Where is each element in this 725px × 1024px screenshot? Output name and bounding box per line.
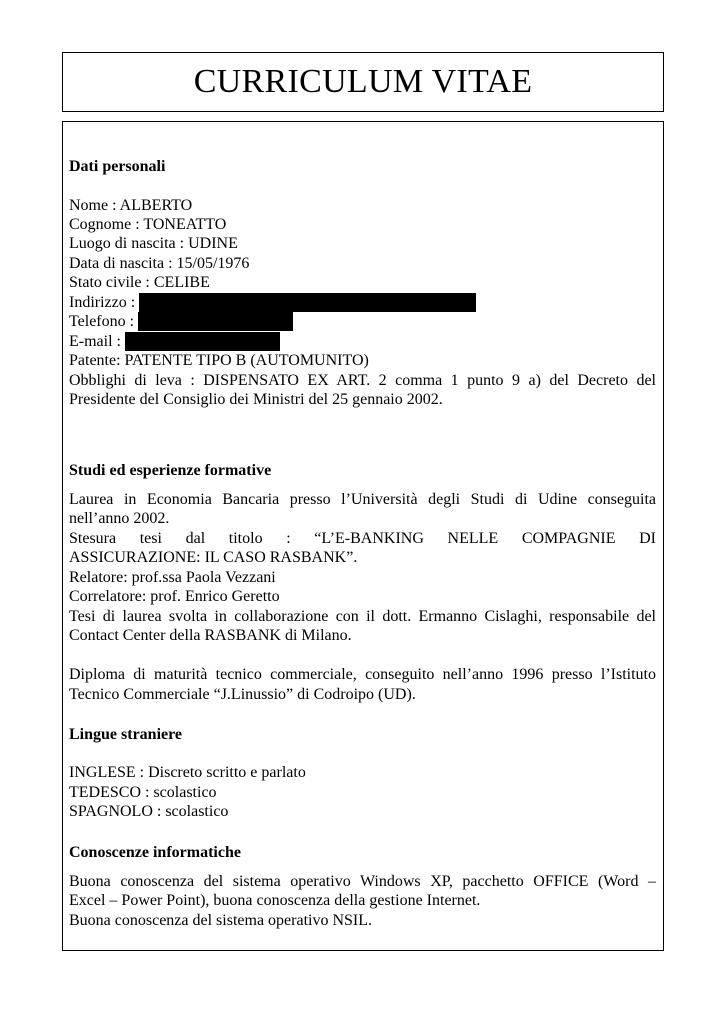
computer-line-1: Buona conoscenza del sistema operativo Windows XP, pacchetto OFFICE (Word –	[69, 873, 656, 890]
section-heading-languages: Lingue straniere	[69, 726, 183, 743]
field-leva-line-2: Presidente del Consiglio dei Ministri del 25 gennaio 2002.	[69, 391, 443, 408]
field-telefono-label: Telefono :	[69, 313, 139, 330]
computer-line-3: Buona conoscenza del sistema operativo NSIL.	[69, 912, 373, 929]
studies-relatore: Relatore: prof.ssa Paola Vezzani	[69, 569, 276, 586]
field-cognome: Cognome : TONEATTO	[69, 216, 227, 233]
document-title: CURRICULUM VITAE	[193, 63, 533, 100]
studies-diploma-line-2: Tecnico Commerciale “J.Linussio” di Codroipo (UD).	[69, 686, 416, 703]
field-indirizzo-label: Indirizzo :	[69, 294, 140, 311]
redaction-bar	[139, 293, 476, 312]
redaction-bar	[138, 312, 293, 331]
field-stato-civile: Stato civile : CELIBE	[69, 274, 210, 291]
field-indirizzo	[69, 293, 656, 312]
studies-laurea-line-1: Laurea in Economia Bancaria presso l’Università degli Studi di Udine conseguita	[69, 491, 656, 508]
section-heading-personal: Dati personali	[69, 158, 166, 175]
studies-diploma-line-1: Diploma di maturità tecnico commerciale, conseguito nell’anno 1996 presso l’Istituto	[69, 666, 656, 683]
redaction-bar	[125, 332, 280, 351]
section-heading-studies: Studi ed esperienze formative	[69, 462, 272, 479]
title-box	[62, 52, 664, 112]
studies-laurea-line-2: nell’anno 2002.	[69, 510, 170, 527]
field-leva-line-1: Obblighi di leva : DISPENSATO EX ART. 2 comma 1 punto 9 a) del Decreto del	[69, 372, 656, 389]
studies-correlatore: Correlatore: prof. Enrico Geretto	[69, 588, 280, 605]
language-item: TEDESCO : scolastico	[69, 784, 217, 801]
computer-line-2: Excel – Power Point), buona conoscenza della gestione Internet.	[69, 892, 481, 909]
field-data-nascita: Data di nascita : 15/05/1976	[69, 255, 250, 272]
language-item: INGLESE : Discreto scritto e parlato	[69, 764, 306, 781]
studies-tesi-line-1: Stesura tesi dal titolo : “L’E-BANKING NELLE COMPAGNIE DI	[69, 530, 656, 547]
section-heading-computer: Conoscenze informatiche	[69, 844, 241, 861]
studies-collab-line-1: Tesi di laurea svolta in collaborazione con il dott. Ermanno Cislaghi, responsabile del	[69, 608, 656, 625]
field-telefono	[69, 312, 656, 331]
field-email	[69, 332, 656, 351]
field-patente: Patente: PATENTE TIPO B (AUTOMUNITO)	[69, 352, 369, 369]
studies-tesi-line-2: ASSICURAZIONE: IL CASO RASBANK”.	[69, 549, 358, 566]
field-luogo-nascita: Luogo di nascita : UDINE	[69, 235, 238, 252]
field-email-label: E-mail :	[69, 333, 125, 350]
studies-collab-line-2: Contact Center della RASBANK di Milano.	[69, 627, 352, 644]
field-nome: Nome : ALBERTO	[69, 197, 193, 214]
language-item: SPAGNOLO : scolastico	[69, 803, 229, 820]
